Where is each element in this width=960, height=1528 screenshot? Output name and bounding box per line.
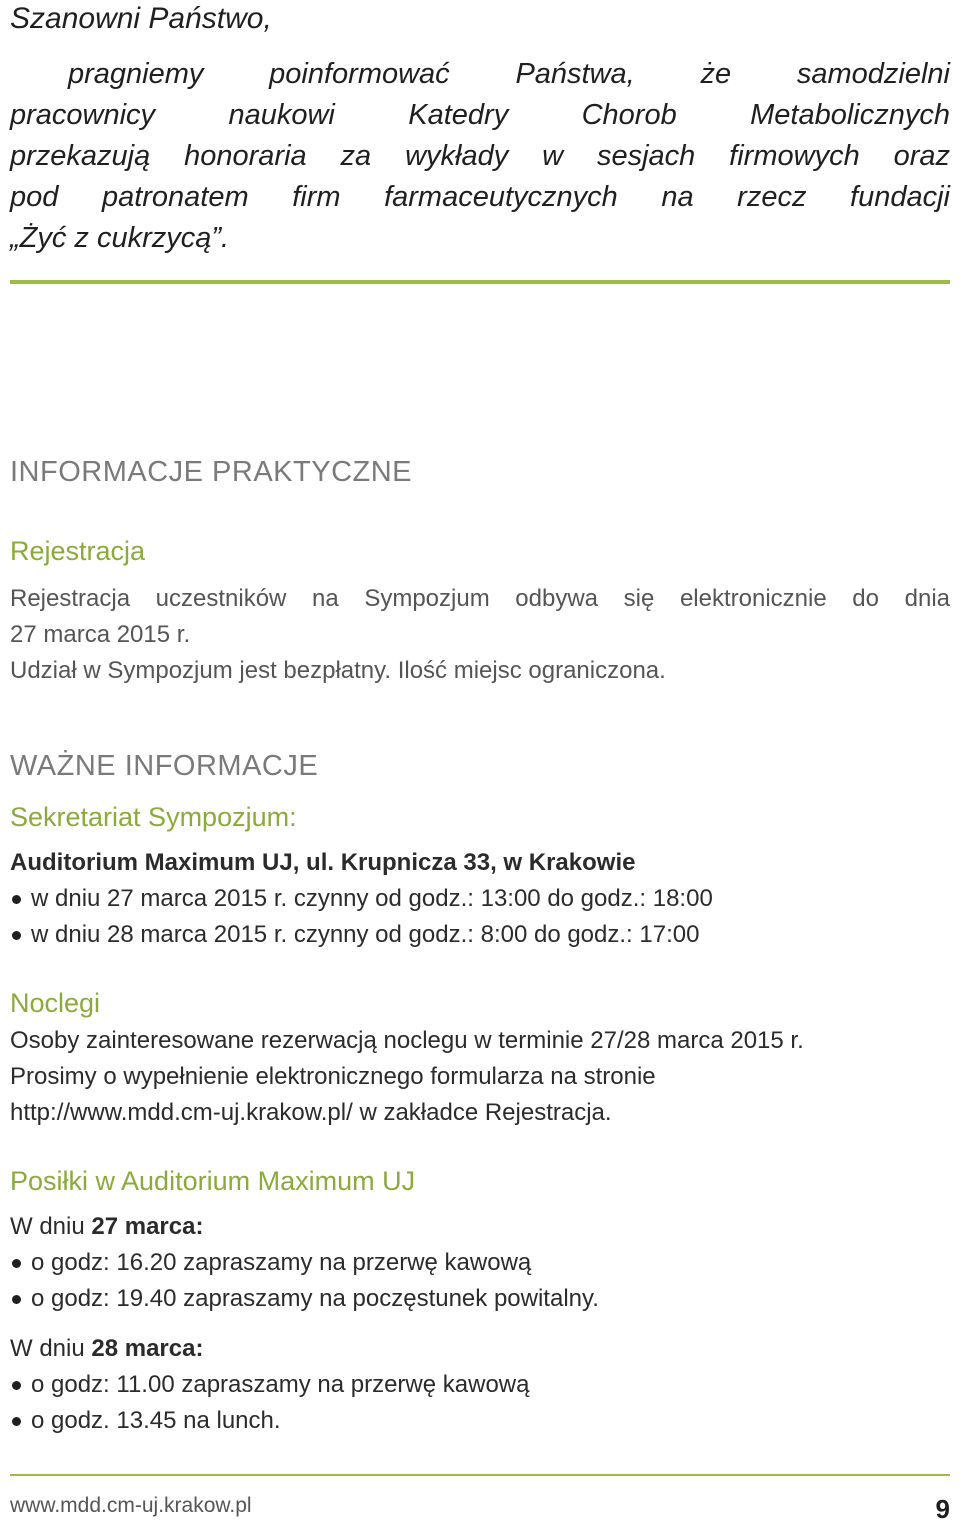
meals-day-1 [10, 1212, 203, 1242]
list-item-text: o godz: 19.40 zapraszamy na poczęstunek powitalny. [31, 1285, 599, 1312]
list-item-text: o godz: 11.00 zapraszamy na przerwę kawową [31, 1371, 530, 1398]
list-item [10, 1406, 281, 1436]
meals-heading: Posiłki w Auditorium Maximum UJ [10, 1166, 416, 1196]
secretariat-heading: Sekretariat Sympozjum: [10, 802, 297, 832]
list-item [10, 884, 713, 914]
list-item [10, 1248, 531, 1278]
practical-info-heading: INFORMACJE PRAKTYCZNE [10, 456, 413, 488]
day-prefix: W dniu [10, 1213, 92, 1240]
page-number: 9 [935, 1494, 950, 1524]
bullet-icon [12, 1295, 21, 1304]
list-item-text: w dniu 28 marca 2015 r. czynny od godz.: 8:00 do godz.: 17:00 [31, 921, 700, 948]
bullet-icon [12, 1417, 21, 1426]
intro-line: pod patronatem firm farmaceutycznych na rzecz fundacji [10, 181, 950, 213]
bullet-icon [12, 1381, 21, 1390]
list-item-text: w dniu 27 marca 2015 r. czynny od godz.: 13:00 do godz.: 18:00 [31, 885, 713, 912]
intro-line: pragniemy poinformować Państwa, że samodzielni [68, 58, 950, 90]
bullet-icon [12, 931, 21, 940]
list-item [10, 920, 699, 950]
secretariat-address: Auditorium Maximum UJ, ul. Krupnicza 33, w Krakowie [10, 849, 636, 876]
footer-url[interactable]: www.mdd.cm-uj.krakow.pl [10, 1494, 252, 1517]
list-item [10, 1370, 529, 1400]
list-item-text: o godz. 13.45 na lunch. [31, 1407, 281, 1434]
list-item-text: o godz: 16.20 zapraszamy na przerwę kawową [31, 1249, 532, 1276]
intro-line: przekazują honoraria za wykłady w sesjach firmowych oraz [10, 140, 950, 172]
registration-text: Rejestracja uczestników na Sympozjum odbywa się elektronicznie do dnia [10, 585, 950, 612]
lodging-link[interactable]: http://www.mdd.cm-uj.krakow.pl/ w zakładce Rejestracja. [10, 1099, 612, 1126]
registration-note: Udział w Sympozjum jest bezpłatny. Ilość miejsc ograniczona. [10, 657, 666, 684]
lodging-text: Osoby zainteresowane rezerwacją noclegu w terminie 27/28 marca 2015 r. [10, 1027, 804, 1054]
bullet-icon [12, 895, 21, 904]
intro-line: „Żyć z cukrzycą”. [10, 222, 230, 254]
day-date: 27 marca: [91, 1213, 204, 1240]
section-divider [10, 280, 950, 284]
day-prefix: W dniu [10, 1335, 92, 1362]
registration-heading: Rejestracja [10, 536, 146, 566]
list-item [10, 1284, 599, 1314]
day-date: 28 marca: [91, 1335, 204, 1362]
lodging-heading: Noclegi [10, 988, 101, 1018]
lodging-text: Prosimy o wypełnienie elektronicznego formularza na stronie [10, 1063, 656, 1090]
important-info-heading: WAŻNE INFORMACJE [10, 750, 319, 782]
greeting: Szanowni Państwo, [10, 2, 272, 35]
registration-date: 27 marca 2015 r. [10, 621, 191, 648]
intro-line: pracownicy naukowi Katedry Chorob Metabolicznych [10, 99, 950, 131]
meals-day-2 [10, 1334, 203, 1364]
footer-divider [10, 1474, 950, 1476]
bullet-icon [12, 1259, 21, 1268]
